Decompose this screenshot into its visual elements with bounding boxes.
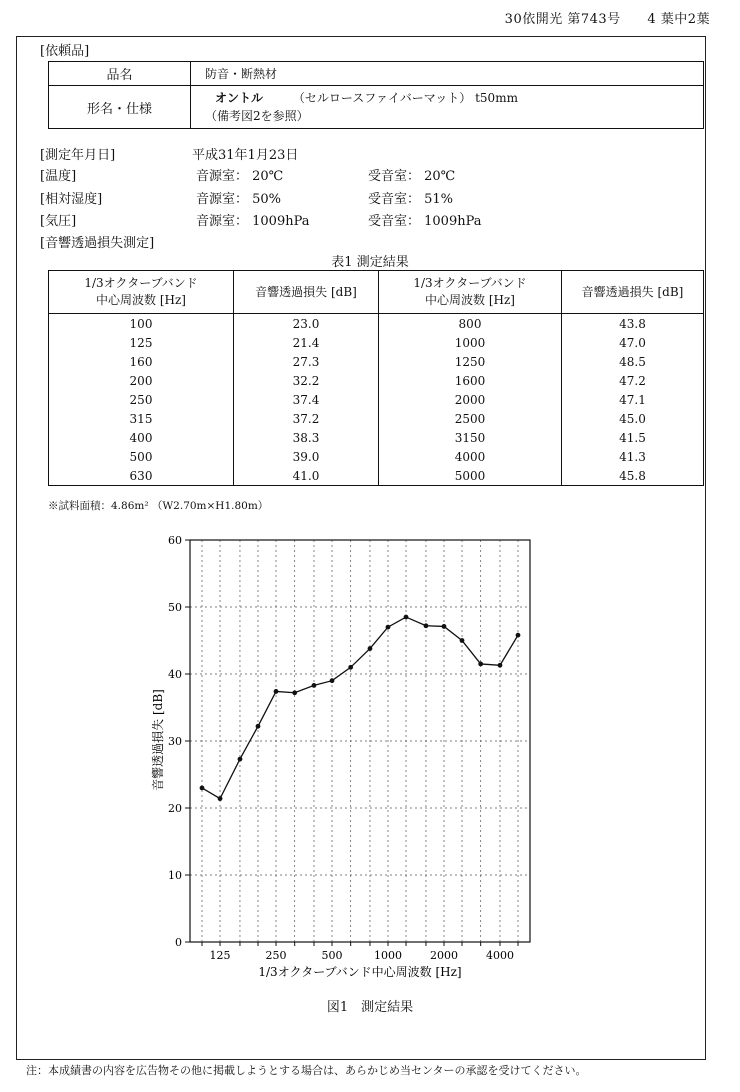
cell-tl: 47.2: [562, 371, 704, 390]
cell-freq: 2500: [379, 409, 562, 428]
data-point: [368, 646, 373, 651]
cell-freq: 800: [379, 314, 562, 334]
product-name: オントル: [215, 91, 264, 105]
date-label: [測定年月日]: [40, 148, 116, 163]
client-row-name: [49, 62, 704, 86]
client-label-spec: 形名・仕様: [49, 86, 191, 129]
cell-tl: 48.5: [562, 352, 704, 371]
cell-tl: 37.4: [234, 390, 379, 409]
data-point: [404, 615, 409, 620]
y-tick-label: 0: [175, 936, 182, 949]
page-count: 4 葉中2葉: [647, 12, 710, 27]
data-point: [424, 623, 429, 628]
client-section-title: [依頼品]: [40, 44, 90, 59]
footer-note: 注：本成績書の内容を広告物その他に掲載しようとする場合は、あらかじめ当センターの承認を受けてください。: [26, 1064, 587, 1077]
pressure-rcv: 受音室： 1009hPa: [368, 214, 482, 229]
x-axis-label: 1/3オクターブバンド中心周波数 [Hz]: [258, 965, 462, 979]
client-table: [48, 61, 704, 129]
x-tick-label: 125: [209, 949, 231, 962]
temp-src: 音源室： 20℃: [196, 169, 284, 184]
x-tick-label: 500: [321, 949, 343, 962]
cell-freq: 400: [49, 428, 234, 447]
client-row-spec: [49, 86, 704, 129]
data-point: [478, 662, 483, 667]
y-axis-ticks: [168, 534, 190, 949]
figure-caption: 図1 測定結果: [326, 1000, 414, 1015]
temp-rcv: 受音室： 20℃: [368, 169, 456, 184]
cell-freq: 1600: [379, 371, 562, 390]
cell-tl: 41.5: [562, 428, 704, 447]
cell-tl: 21.4: [234, 333, 379, 352]
table-row: [49, 409, 704, 428]
cell-tl: 37.2: [234, 409, 379, 428]
results-table: [48, 270, 704, 486]
client-value-name: 防音・断熱材: [191, 62, 704, 86]
data-point: [386, 625, 391, 630]
cell-tl: 43.8: [562, 314, 704, 334]
cell-freq: 200: [49, 371, 234, 390]
pressure-src: 音源室： 1009hPa: [196, 214, 310, 229]
cell-freq: 1000: [379, 333, 562, 352]
x-tick-label: 4000: [485, 949, 514, 962]
chart-grid: [190, 540, 530, 942]
cell-tl: 47.1: [562, 390, 704, 409]
table-caption: 表1 測定結果: [331, 255, 409, 270]
cell-tl: 45.8: [562, 466, 704, 486]
x-axis-ticks: [202, 942, 518, 962]
humidity-src: 音源室： 50%: [196, 192, 282, 207]
cell-freq: 315: [49, 409, 234, 428]
cell-freq: 630: [49, 466, 234, 486]
header-freq-left: 1/3オクターブバンド 中心周波数 [Hz]: [49, 271, 234, 314]
cell-freq: 100: [49, 314, 234, 334]
y-tick-label: 60: [168, 534, 182, 547]
product-spec: （セルロースファイバーマット） t50mm: [292, 91, 518, 105]
results-header-row: [49, 271, 704, 314]
y-tick-label: 30: [168, 735, 182, 748]
table-row: [49, 466, 704, 486]
cell-freq: 2000: [379, 390, 562, 409]
cell-freq: 3150: [379, 428, 562, 447]
cell-tl: 41.0: [234, 466, 379, 486]
results-body: [49, 314, 704, 486]
client-label-name: 品名: [49, 62, 191, 86]
cell-freq: 5000: [379, 466, 562, 486]
humidity-label: [相対湿度]: [40, 192, 103, 207]
data-point: [312, 683, 317, 688]
data-point: [200, 786, 205, 791]
y-tick-label: 10: [168, 869, 182, 882]
data-point: [218, 796, 223, 801]
table-row: [49, 352, 704, 371]
data-point: [330, 678, 335, 683]
humidity-rcv: 受音室： 51%: [368, 192, 454, 207]
cell-freq: 500: [49, 447, 234, 466]
table-row: [49, 428, 704, 447]
date-value: 平成31年1月23日: [192, 148, 299, 163]
cell-tl: 41.3: [562, 447, 704, 466]
cell-tl: 47.0: [562, 333, 704, 352]
measure-title: [音響透過損失測定]: [40, 236, 155, 251]
header-tl-left: 音響透過損失 [dB]: [234, 271, 379, 314]
table-row: [49, 333, 704, 352]
data-point: [274, 689, 279, 694]
header-doc-info: [505, 8, 710, 27]
cell-tl: 39.0: [234, 447, 379, 466]
data-point: [460, 638, 465, 643]
header-freq-right: 1/3オクターブバンド 中心周波数 [Hz]: [379, 271, 562, 314]
x-tick-label: 2000: [429, 949, 458, 962]
cell-tl: 27.3: [234, 352, 379, 371]
product-note: （備考図2を参照）: [205, 109, 309, 123]
cell-freq: 160: [49, 352, 234, 371]
y-tick-label: 50: [168, 601, 182, 614]
temp-label: [温度]: [40, 169, 77, 184]
data-point: [348, 665, 353, 670]
cell-tl: 45.0: [562, 409, 704, 428]
series-line: [202, 617, 518, 799]
cell-freq: 250: [49, 390, 234, 409]
table-row: [49, 371, 704, 390]
table-row: [49, 390, 704, 409]
cell-tl: 38.3: [234, 428, 379, 447]
pressure-label: [気圧]: [40, 214, 77, 229]
doc-number: 30依開光 第743号: [504, 12, 621, 27]
data-point: [292, 690, 297, 695]
data-point: [238, 757, 243, 762]
y-axis-label: 音響透過損失 [dB]: [151, 689, 165, 791]
cell-freq: 1250: [379, 352, 562, 371]
data-point: [516, 633, 521, 638]
cell-freq: 125: [49, 333, 234, 352]
x-tick-label: 250: [265, 949, 287, 962]
data-point: [442, 624, 447, 629]
line-chart: [140, 528, 580, 988]
cell-tl: 32.2: [234, 371, 379, 390]
y-tick-label: 40: [168, 668, 182, 681]
data-points: [200, 615, 521, 801]
header-tl-right: 音響透過損失 [dB]: [562, 271, 704, 314]
cell-freq: 4000: [379, 447, 562, 466]
x-tick-label: 1000: [373, 949, 402, 962]
data-point: [256, 724, 261, 729]
area-note: ※試料面積：4.86m² （W2.70m×H1.80m）: [48, 500, 269, 512]
table-row: [49, 314, 704, 334]
data-point: [498, 663, 503, 668]
y-tick-label: 20: [168, 802, 182, 815]
cell-tl: 23.0: [234, 314, 379, 334]
table-row: [49, 447, 704, 466]
